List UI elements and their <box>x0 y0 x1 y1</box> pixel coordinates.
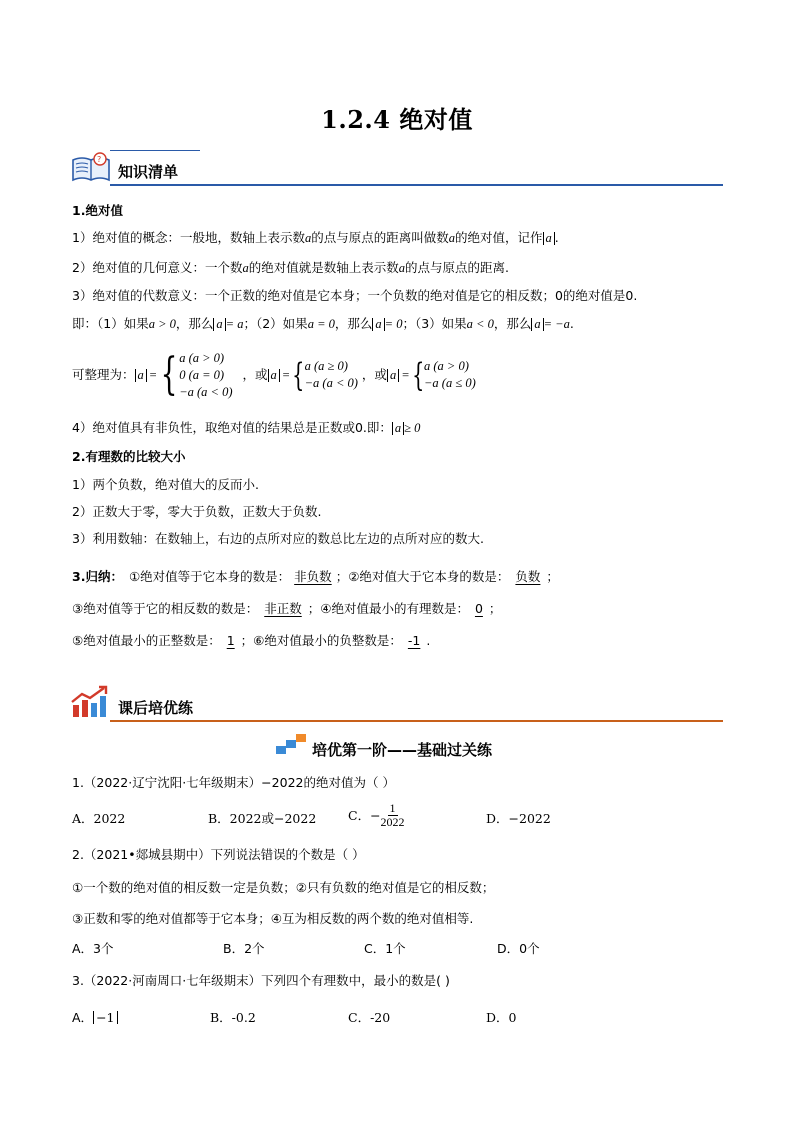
algebraic-meaning-line: 3）绝对值的代数意义：一个正数的绝对值是它本身；一个负数的绝对值是它的相反数；0的绝对值是0. <box>72 288 638 303</box>
geometric-meaning-line: 2）绝对值的几何意义：一个数a的绝对值就是数轴上表示数a的点与原点的距离. <box>72 260 509 275</box>
q3-option-b[interactable]: B．-0.2 <box>210 1010 256 1025</box>
summary-line-1: 3.归纳： ①绝对值等于它本身的数是： 非负数 ；②绝对值大于它本身的数是： 负数 ； <box>72 569 559 584</box>
case-row: 0 (a = 0) <box>179 367 225 382</box>
q3-option-a[interactable]: A． −1 <box>72 1010 118 1026</box>
cases-inline-line: 即：（1）如果a > 0，那么 a = a；（2）如果a = 0，那么 a = 0；（3）如果a < 0，那么 a = −a. <box>72 316 574 331</box>
growth-chart-icon <box>70 685 110 723</box>
non-negativity-line: 4）绝对值具有非负性，取绝对值的结果总是正数或0.即： a ≥ 0 <box>72 420 421 435</box>
piecewise-summary: 可整理为： a = { a (a > 0) 0 (a = 0) −a (a < 0) ，或 a = { a (a ≥ 0) −a (a < 0) ，或 a = { a (a > 0) −a (a ≤ 0) <box>72 349 476 400</box>
section-header-practice: 课后培优练 <box>118 699 194 717</box>
comparison-rule-2: 2）正数大于零，零大于负数，正数大于负数. <box>72 504 322 519</box>
comparison-rule-1: 1）两个负数，绝对值大的反而小. <box>72 477 259 492</box>
section-header-knowledge: 知识清单 <box>118 163 179 181</box>
header-overline <box>110 150 200 151</box>
cases-block-1: { a (a > 0) 0 (a = 0) −a (a < 0) <box>160 349 233 400</box>
practice-subheader: 培优第一阶——基础过关练 <box>312 741 493 759</box>
q2-option-a[interactable]: A．3个 <box>72 941 114 956</box>
question-2-stem: 2.（2021•郯城县期中）下列说法错误的个数是（ ） <box>72 847 365 862</box>
q2-statement-2: ③正数和零的绝对值都等于它本身；④互为相反数的两个数的绝对值相等. <box>72 911 474 926</box>
q3-option-d[interactable]: D．0 <box>486 1010 517 1025</box>
q1-option-c[interactable]: C．− $\frac{1}{2022}$ <box>348 801 405 829</box>
q1-option-d[interactable]: D．−2022 <box>486 811 551 826</box>
case-row: −a (a < 0) <box>179 384 233 399</box>
q2-option-c[interactable]: C．1个 <box>364 941 406 956</box>
summary-line-2: ③绝对值等于它的相反数的数是： 非正数 ；④绝对值最小的有理数是： 0 ； <box>72 601 502 616</box>
question-3-stem: 3.（2022·河南周口·七年级期末）下列四个有理数中，最小的数是( ) <box>72 973 450 988</box>
cases-block-2: { a (a ≥ 0) −a (a < 0) <box>292 356 358 394</box>
q2-option-b[interactable]: B．2个 <box>223 941 265 956</box>
case-row: −a (a ≤ 0) <box>423 376 476 390</box>
practice-rule <box>110 720 723 722</box>
heading-comparison: 2.有理数的比较大小 <box>72 449 186 464</box>
q1-option-a[interactable]: A．2022 <box>72 811 126 826</box>
case-row: a (a > 0) <box>179 350 225 365</box>
knowledge-rule <box>110 184 723 186</box>
case-row: −a (a < 0) <box>304 376 358 390</box>
cases-block-3: { a (a > 0) −a (a ≤ 0) <box>411 356 476 394</box>
summary-line-3: ⑤绝对值最小的正整数是： 1 ；⑥绝对值最小的负整数是： -1 . <box>72 633 431 648</box>
svg-text:?: ? <box>97 155 102 164</box>
heading-absolute-value: 1.绝对值 <box>72 203 123 218</box>
q2-option-d[interactable]: D．0个 <box>497 941 540 956</box>
q3-option-c[interactable]: C．-20 <box>348 1010 391 1025</box>
question-1-stem: 1.（2022·辽宁沈阳·七年级期末）−2022的绝对值为（ ） <box>72 775 395 790</box>
stairs-icon <box>276 733 306 759</box>
definition-line: 1）绝对值的概念：一般地，数轴上表示数a的点与原点的距离叫做数a的绝对值，记作 a . <box>72 230 559 245</box>
q2-statement-1: ①一个数的绝对值的相反数一定是负数；②只有负数的绝对值是它的相反数； <box>72 880 495 895</box>
q1-option-b[interactable]: B．2022或−2022 <box>208 811 317 826</box>
case-row: a (a ≥ 0) <box>304 359 348 373</box>
page-title: 1.2.4 绝对值 <box>321 105 473 134</box>
fraction: $\frac{1}{2022}$ <box>380 801 405 829</box>
book-icon <box>70 150 112 188</box>
case-row: a (a > 0) <box>423 359 469 373</box>
comparison-rule-3: 3）利用数轴：在数轴上，右边的点所对应的数总比左边的点所对应的数大. <box>72 531 484 546</box>
